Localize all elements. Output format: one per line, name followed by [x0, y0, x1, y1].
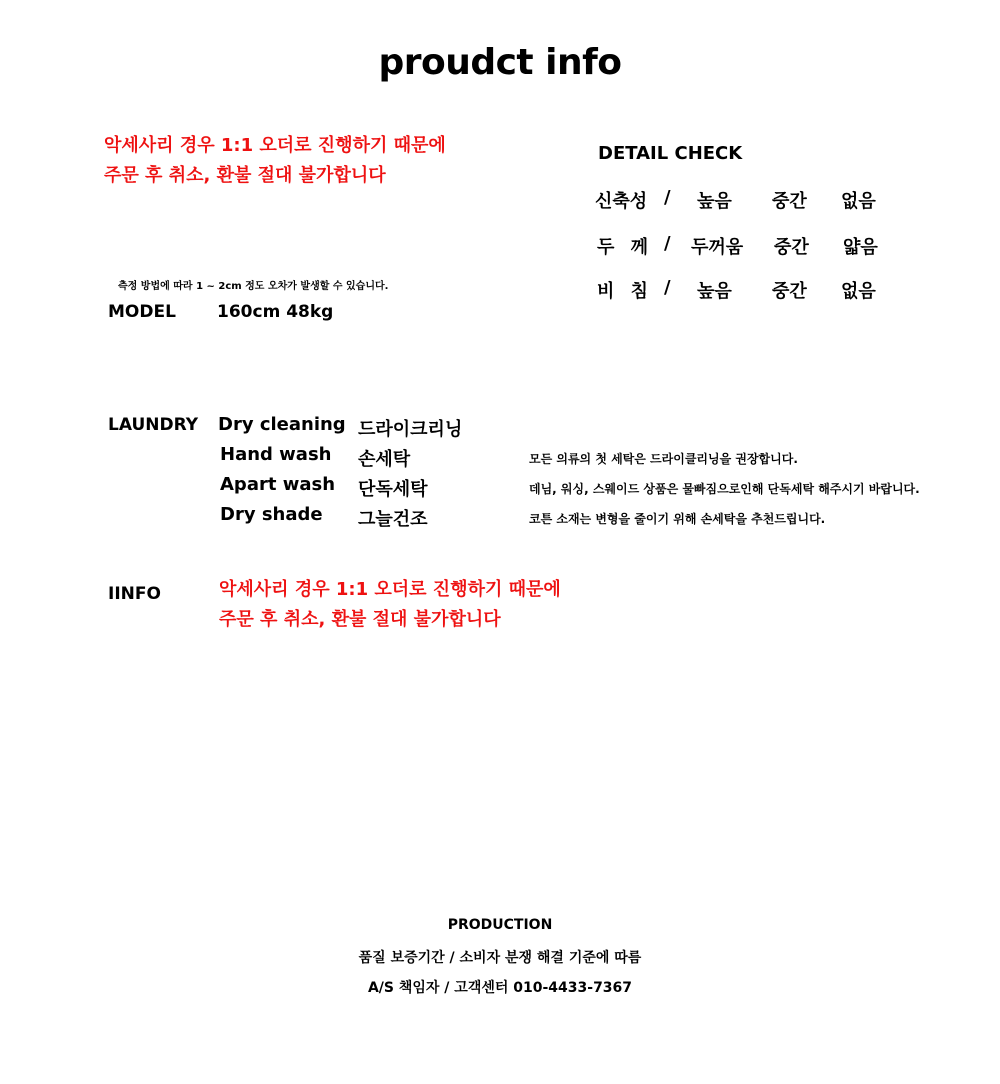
model-value: 160cm 48kg: [217, 302, 334, 322]
detail-row-separator: /: [664, 277, 671, 298]
info-notice-line-2: 주문 후 취소, 환불 절대 불가합니다: [219, 609, 501, 630]
footer-contact: A/S 책임자 / 고객센터 010-4433-7367: [367, 980, 633, 996]
detail-option-thin: 얇음: [843, 237, 878, 258]
detail-row-name: 두 께: [597, 237, 649, 258]
order-notice: [104, 131, 446, 191]
laundry-note: 코튼 소재는 변형을 줄이기 위해 손세탁을 추천드립니다.: [529, 512, 826, 526]
laundry-note: 데님, 워싱, 스웨이드 상품은 물빠짐으로인해 단독세탁 해주시기 바랍니다.: [529, 482, 920, 496]
detail-row-separator: /: [664, 187, 671, 208]
laundry-method-kr: 단독세탁: [358, 479, 428, 500]
footer-heading: PRODUCTION: [447, 917, 553, 933]
order-notice-line-2: 주문 후 취소, 환불 절대 불가합니다: [104, 165, 386, 186]
detail-option-mid: 중간: [772, 281, 807, 302]
detail-option-mid: 중간: [772, 191, 807, 212]
detail-row-name: 비 침: [597, 281, 649, 302]
laundry-method-en: Hand wash: [220, 444, 332, 465]
detail-option-thick: 두꺼움: [691, 237, 744, 258]
model-label: MODEL: [108, 302, 176, 322]
detail-option-none: 없음: [841, 281, 876, 302]
laundry-method-kr: 드라이크리닝: [358, 419, 463, 440]
detail-option-high: 높음: [697, 191, 732, 212]
detail-row-name: 신축성: [595, 191, 648, 212]
laundry-method-kr: 손세탁: [358, 449, 411, 470]
footer-warranty: 품질 보증기간 / 소비자 분쟁 해결 기준에 따름: [358, 950, 642, 966]
laundry-label: LAUNDRY: [108, 415, 199, 435]
info-notice-line-1: 악세사리 경우 1:1 오더로 진행하기 때문에: [219, 579, 561, 600]
laundry-method-en: Apart wash: [220, 474, 336, 495]
order-notice-line-1: 악세사리 경우 1:1 오더로 진행하기 때문에: [104, 135, 446, 156]
laundry-method-en: Dry cleaning: [218, 414, 346, 435]
detail-option-mid: 중간: [774, 237, 809, 258]
detail-row-separator: /: [664, 233, 671, 254]
laundry-note: 모든 의류의 첫 세탁은 드라이클리닝을 권장합니다.: [529, 452, 798, 466]
detail-option-none: 없음: [841, 191, 876, 212]
laundry-method-kr: 그늘건조: [358, 509, 428, 530]
info-label: IINFO: [108, 584, 161, 604]
page-title: proudct info: [378, 42, 622, 83]
detail-option-high: 높음: [697, 281, 732, 302]
info-notice: [219, 575, 561, 635]
detail-check-heading: DETAIL CHECK: [598, 143, 743, 164]
measurement-note: 측정 방법에 따라 1 ~ 2cm 정도 오차가 발생할 수 있습니다.: [118, 281, 389, 292]
laundry-method-en: Dry shade: [220, 504, 323, 525]
